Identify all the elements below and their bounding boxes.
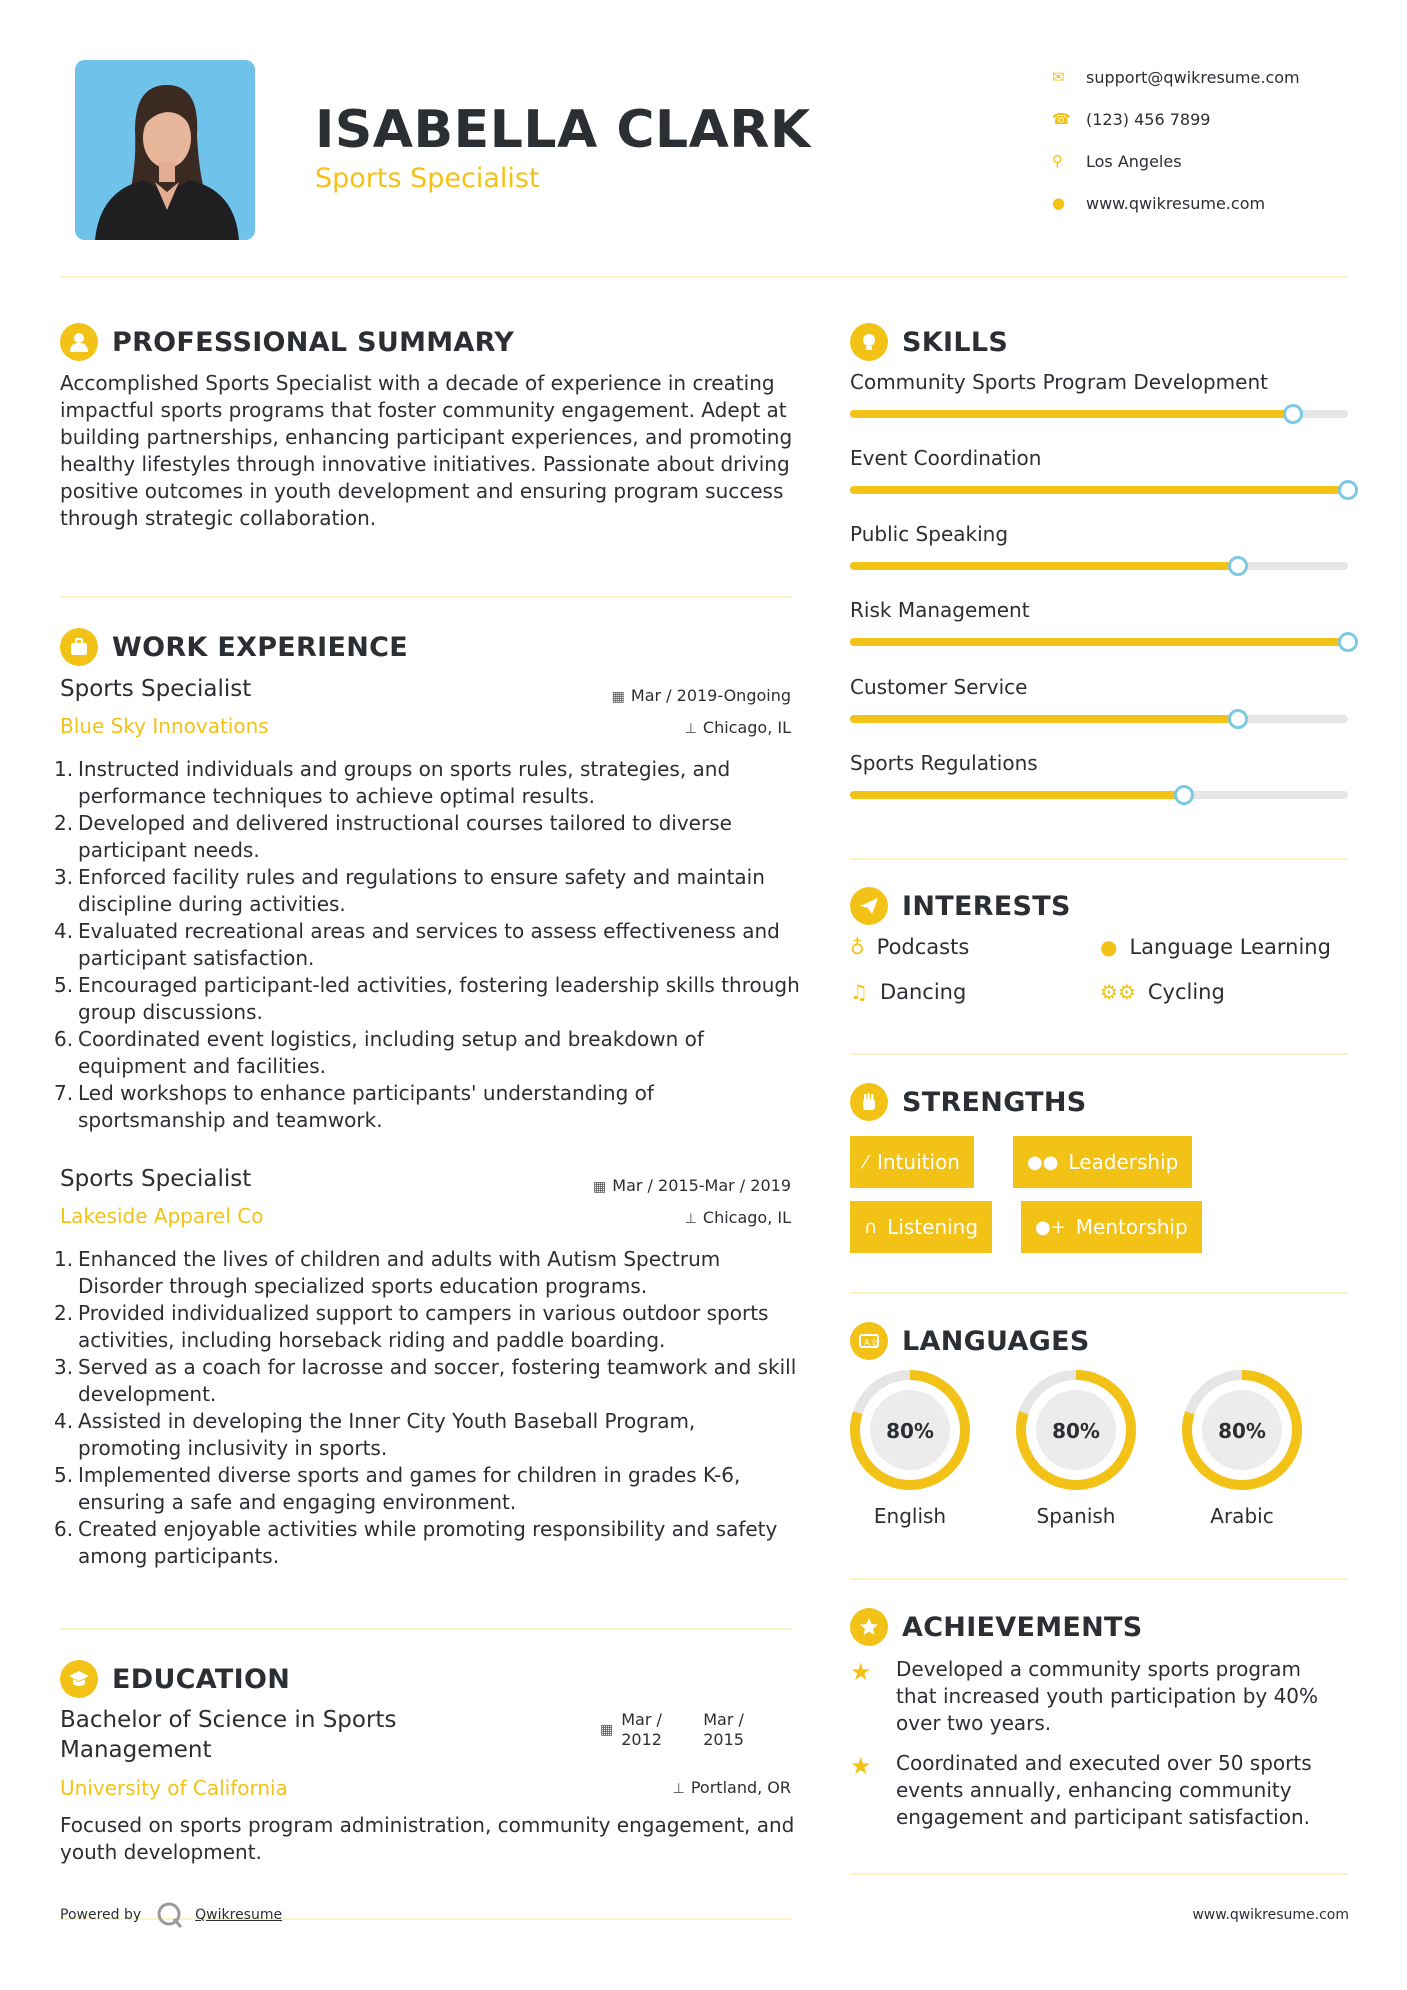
education-end-year: 2015 [703, 1730, 744, 1749]
skills-heading [850, 323, 1008, 361]
skill-name: Sports Regulations [850, 751, 1038, 775]
skill-knob[interactable] [1283, 404, 1303, 424]
qwikresume-logo-icon [155, 1900, 185, 1930]
profile-photo [75, 60, 255, 240]
language-name: Spanish [1036, 1504, 1116, 1528]
phone-icon: ☎ [1052, 110, 1071, 128]
skill-track [850, 410, 1348, 418]
school-name: University of California [60, 1776, 288, 1800]
skill-name: Risk Management [850, 598, 1030, 622]
list-item: 5. Encouraged participant-led activities, fostering leadership skills through group discussions. [54, 973, 800, 1024]
qwikresume-link[interactable]: Qwikresume [195, 1907, 283, 1923]
interest-item [1100, 935, 1331, 959]
strength-chip [1021, 1201, 1202, 1253]
list-item: 5. Implemented diverse sports and games for children in grades K-6, ensuring a safe and engaging environment. [54, 1463, 741, 1514]
interest-item [1100, 980, 1225, 1004]
achievement-text: Developed a community sports program that increased youth participation by 40% over two years. [896, 1657, 1319, 1735]
strength-label: Leadership [1068, 1150, 1179, 1174]
summary-text: Accomplished Sports Specialist with a decade of experience in creating impactful sports programs that foster community engagement. Adept at building partnerships, enhancing participant experiences, and promoting healthy lifestyles through innovative initiatives. Passionate about driving positive outcomes in youth development and ensuring program success through strategic collaboration. [60, 371, 793, 530]
svg-text:A: A [864, 1338, 870, 1347]
experience-divider [60, 1628, 792, 1630]
interests-title: INTERESTS [902, 890, 1071, 922]
job-2-title: Sports Specialist [60, 1166, 252, 1192]
interests-divider [850, 1053, 1348, 1055]
skill-fill [850, 486, 1348, 494]
skill-item [850, 522, 1350, 570]
list-item: 6. Coordinated event logistics, including setup and breakdown of equipment and facilities. [54, 1027, 704, 1078]
interests-heading [850, 887, 1071, 925]
skill-fill [850, 791, 1184, 799]
contact-location-text: Los Angeles [1086, 151, 1182, 171]
microphone-icon: ♁ [850, 935, 865, 959]
star-icon: ★ [850, 1658, 872, 1686]
contact-email-text: support@qwikresume.com [1086, 67, 1300, 87]
language-item [1014, 1368, 1138, 1528]
header-divider [60, 276, 1348, 278]
language-item [1180, 1368, 1304, 1528]
job-1-date [612, 686, 791, 705]
skill-item [850, 675, 1350, 723]
language-icon [850, 1322, 888, 1360]
strengths-title: STRENGTHS [902, 1086, 1087, 1118]
skill-item [850, 446, 1350, 494]
contact-website[interactable] [1050, 182, 1380, 224]
job-1-location-text: Chicago, IL [702, 718, 791, 737]
skill-knob[interactable] [1228, 556, 1248, 576]
language-ring [848, 1368, 972, 1492]
achievements-title: ACHIEVEMENTS [902, 1611, 1143, 1643]
achievements-divider [850, 1873, 1348, 1875]
list-item: 2. Developed and delivered instructional courses tailored to diverse participant needs. [54, 811, 732, 862]
hand-icon [850, 1083, 888, 1121]
list-item: 4. Assisted in developing the Inner City Youth Baseball Program, promoting inclusivity in sports. [54, 1409, 696, 1460]
language-ring [1014, 1368, 1138, 1492]
education-location-text: Portland, OR [690, 1778, 791, 1797]
skills-title: SKILLS [902, 326, 1009, 358]
list-item: 7. Led workshops to enhance participants' understanding of sportsmanship and teamwork. [54, 1081, 654, 1132]
strength-label: Mentorship [1075, 1215, 1188, 1239]
graduation-icon [60, 1660, 98, 1698]
skill-name: Public Speaking [850, 522, 1009, 546]
summary-heading [60, 323, 514, 361]
education-title: EDUCATION [112, 1663, 291, 1695]
degree-line-2: Management [60, 1737, 212, 1763]
list-item: 1. Instructed individuals and groups on sports rules, strategies, and performance techniques to achieve optimal results. [54, 757, 731, 808]
list-item: 1. Enhanced the lives of children and adults with Autism Spectrum Disorder through specialized sports education programs. [54, 1247, 721, 1298]
music-note-icon: ♫ [850, 980, 868, 1004]
skill-track [850, 715, 1348, 723]
interest-item [850, 980, 966, 1004]
paper-plane-icon [850, 887, 888, 925]
interest-label: Cycling [1147, 980, 1225, 1004]
contact-website-text: www.qwikresume.com [1086, 193, 1266, 213]
globe-icon: ● [1052, 194, 1066, 212]
contact-phone-text: (123) 456 7899 [1086, 109, 1211, 129]
candidate-role: Sports Specialist [315, 163, 540, 194]
languages-heading [850, 1322, 1090, 1360]
contact-location [1050, 140, 1380, 182]
job-1-company: Blue Sky Innovations [60, 714, 269, 738]
powered-by-text: Powered by [60, 1907, 142, 1923]
briefcase-icon [60, 628, 98, 666]
skill-track [850, 486, 1348, 494]
calendar-icon: ▦ [600, 1722, 614, 1738]
skill-knob[interactable] [1338, 480, 1358, 500]
skill-fill [850, 562, 1238, 570]
summary-title: PROFESSIONAL SUMMARY [112, 326, 515, 358]
job-2-date [593, 1176, 791, 1195]
strength-label: Listening [887, 1215, 979, 1239]
star-badge-icon [850, 1608, 888, 1646]
list-item: 2. Provided individualized support to campers in various outdoor sports activities, including horseback riding and paddle boarding. [54, 1301, 769, 1352]
education-start-year: 2012 [621, 1730, 662, 1749]
users-icon: ●● [1027, 1151, 1059, 1173]
job-1-title: Sports Specialist [60, 676, 252, 702]
education-end-month: Mar / [703, 1710, 744, 1729]
job-2-location-text: Chicago, IL [702, 1208, 791, 1227]
experience-heading [60, 628, 408, 666]
globe-icon: ● [1100, 935, 1118, 959]
job-1-bullets [54, 756, 800, 1134]
language-ring [1180, 1368, 1304, 1492]
envelope-icon: ✉ [1052, 68, 1065, 86]
strength-chip [850, 1136, 974, 1188]
interest-label: Dancing [879, 980, 967, 1004]
interest-label: Podcasts [876, 935, 970, 959]
skill-fill [850, 715, 1238, 723]
languages-title: LANGUAGES [902, 1325, 1090, 1357]
contact-phone[interactable] [1050, 98, 1380, 140]
languages-divider [850, 1578, 1348, 1580]
list-item: 3. Enforced facility rules and regulations to ensure safety and maintain discipline during activities. [54, 865, 765, 916]
contact-list [1050, 56, 1380, 224]
strengths-heading [850, 1083, 1087, 1121]
skill-name: Customer Service [850, 675, 1028, 699]
skill-track [850, 562, 1348, 570]
education-location [673, 1778, 791, 1797]
skill-fill [850, 410, 1293, 418]
summary-divider [60, 596, 792, 598]
language-percent: 80% [886, 1419, 934, 1443]
bicycle-icon: ⚙⚙ [1100, 980, 1136, 1004]
location-pin-icon: ⚲ [1052, 152, 1063, 170]
skill-track [850, 791, 1348, 799]
interest-item [850, 935, 969, 959]
strength-label: Intuition [877, 1150, 960, 1174]
list-item: 6. Created enjoyable activities while promoting responsibility and safety among participants. [54, 1517, 778, 1568]
skill-knob[interactable] [1228, 709, 1248, 729]
magic-wand-icon: ⁄ [864, 1151, 868, 1173]
job-2-company: Lakeside Apparel Co [60, 1204, 264, 1228]
education-start-month: Mar / [621, 1710, 662, 1729]
interest-label: Language Learning [1129, 935, 1331, 959]
footer-website[interactable]: www.qwikresume.com [1192, 1907, 1349, 1923]
calendar-icon: ▦ [611, 689, 625, 705]
language-name: Arabic [1210, 1504, 1274, 1528]
calendar-icon: ▦ [593, 1179, 607, 1195]
experience-title: WORK EXPERIENCE [112, 631, 408, 663]
language-name: English [873, 1504, 947, 1528]
star-icon: ★ [850, 1752, 872, 1780]
job-1-location [685, 718, 791, 737]
strength-chip [1013, 1136, 1192, 1188]
skill-item [850, 598, 1350, 646]
degree-line-1: Bachelor of Science in Sports [60, 1707, 397, 1733]
education-dates [600, 1710, 763, 1750]
education-heading [60, 1660, 290, 1698]
language-item [848, 1368, 972, 1528]
candidate-name: ISABELLA CLARK [315, 100, 811, 160]
skill-item [850, 370, 1350, 418]
skills-divider [850, 858, 1348, 860]
strength-chip [850, 1201, 992, 1253]
job-1-date-text: Mar / 2019-Ongoing [630, 686, 791, 705]
achievement-item [850, 1750, 1350, 1831]
achievement-text: Coordinated and executed over 50 sports events annually, enhancing community engagement and participant satisfaction. [896, 1751, 1312, 1829]
pushpin-icon: ⊥ [684, 1211, 697, 1227]
svg-text:文: 文 [870, 1338, 878, 1347]
pushpin-icon: ⊥ [684, 721, 697, 737]
education-description: Focused on sports program administration, community engagement, and youth development. [60, 1813, 795, 1864]
user-plus-icon: ●+ [1035, 1216, 1066, 1238]
skill-fill [850, 638, 1348, 646]
contact-email[interactable] [1050, 56, 1380, 98]
achievement-item [850, 1656, 1350, 1737]
skill-knob[interactable] [1338, 632, 1358, 652]
language-percent: 80% [1052, 1419, 1100, 1443]
skill-name: Event Coordination [850, 446, 1042, 470]
skill-knob[interactable] [1174, 785, 1194, 805]
job-2-location [685, 1208, 791, 1227]
list-item: 3. Served as a coach for lacrosse and soccer, fostering teamwork and skill development. [54, 1355, 797, 1406]
list-item: 4. Evaluated recreational areas and services to assess effectiveness and participant satisfaction. [54, 919, 780, 970]
user-icon [60, 323, 98, 361]
language-percent: 80% [1218, 1419, 1266, 1443]
headphones-icon: ∩ [864, 1216, 878, 1238]
job-2-bullets [54, 1246, 800, 1570]
skill-name: Community Sports Program Development [850, 370, 1268, 394]
pushpin-icon: ⊥ [672, 1781, 685, 1797]
powered-by [60, 1900, 282, 1930]
achievements-heading [850, 1608, 1143, 1646]
skill-track [850, 638, 1348, 646]
lightbulb-icon [850, 323, 888, 361]
strengths-divider [850, 1292, 1348, 1294]
skill-item [850, 751, 1350, 799]
job-2-date-text: Mar / 2015-Mar / 2019 [612, 1176, 791, 1195]
